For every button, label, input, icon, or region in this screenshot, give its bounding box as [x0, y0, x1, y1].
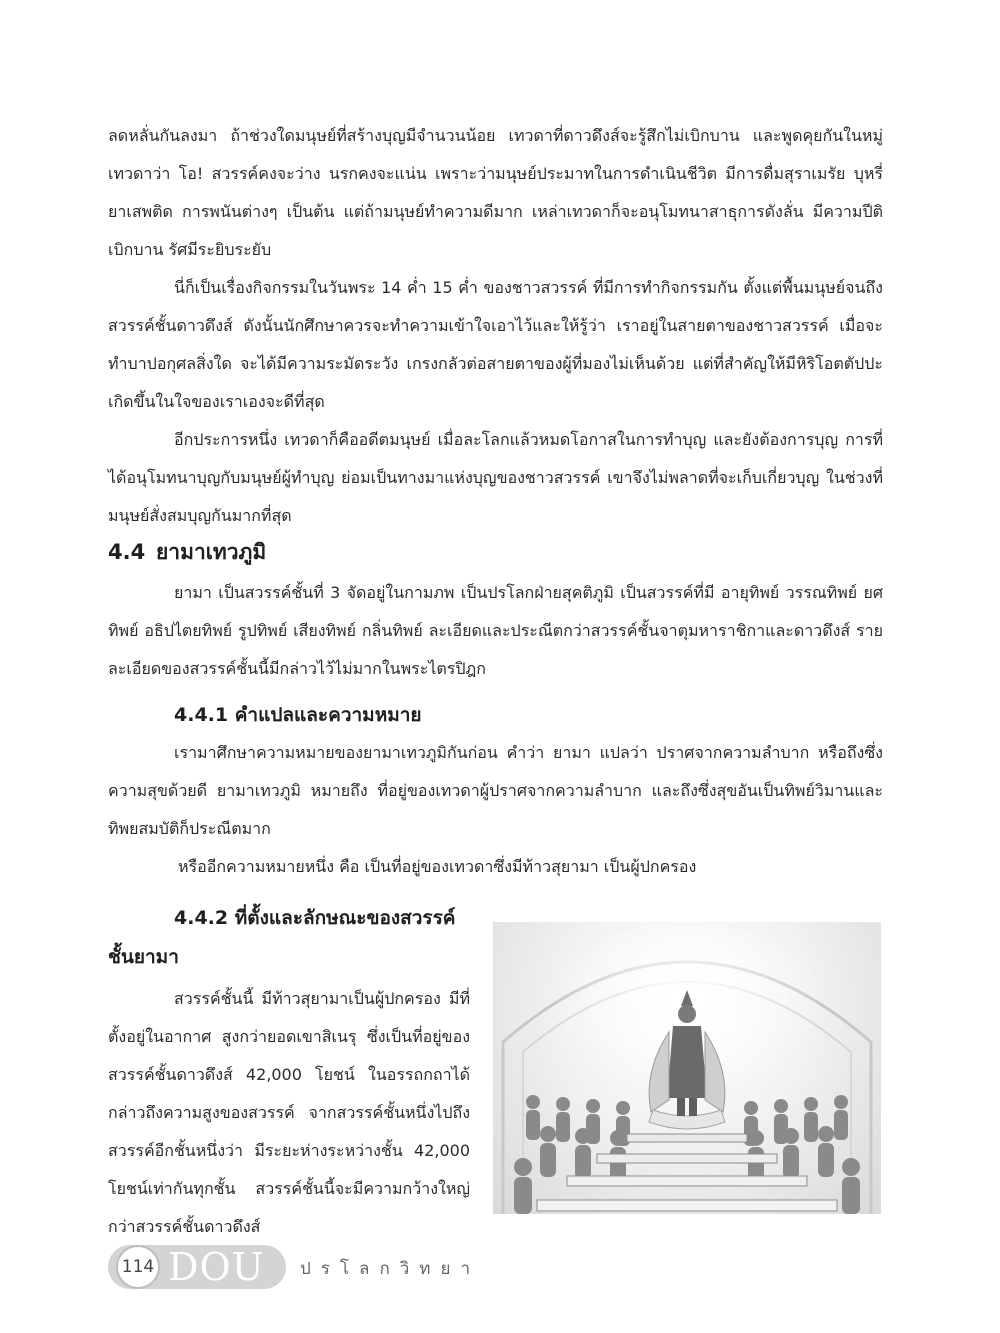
section-paragraph: ยามา เป็นสวรรค์ชั้นที่ 3 จัดอยู่ในกามภพ เป็นปรโลกฝ่ายสุคติภูมิ เป็นสวรรค์ที่มี อายุทิพย์ วรรณทิพย์ ยศทิพย์ อธิปไตยทิพย์ รูปทิพย์ เสียงทิพย์ กลิ่นทิพย์ ละเอียดและประณีตกว่าสวรรค์ชั้นจาตุมหาราชิกาและดาวดึงส์ รายละเอียดของสวรรค์ชั้นนี้มีกล่าวไว้ไม่มากในพระไตรปิฎก	[108, 583, 883, 678]
section-number: 4.4	[108, 540, 146, 564]
subsection-1-text-block	[108, 734, 883, 886]
subsection-2-text-block	[108, 980, 470, 1246]
paragraph-1: ลดหลั่นกันลงมา ถ้าช่วงใดมนุษย์ที่สร้างบุญมีจำนวนน้อย เทวดาที่ดาวดึงส์จะรู้สึกไม่เบิกบาน และพูดคุยกันในหมู่เทวดาว่า โอ! สวรรค์คงจะว่าง นรกคงจะแน่น เพราะว่ามนุษย์ประมาทในการดำเนินชีวิต มีการดื่มสุราเมรัย บุหรี่ ยาเสพติด การพนันต่างๆ เป็นต้น แต่ถ้ามนุษย์ทำความดีมาก เหล่าเทวดาก็จะอนุโมทนาสาธุการดังลั่น มีความปีติเบิกบาน รัศมีระยิบระยับ	[108, 126, 883, 259]
deity-palace-icon	[493, 922, 881, 1214]
dou-logo: DOU	[168, 1245, 265, 1289]
subsection-1-paragraph-1: เรามาศึกษาความหมายของยามาเทวภูมิกันก่อน คำว่า ยามา แปลว่า ปราศจากความลำบาก หรือถึงซึ่งความสุขด้วยดี ยามาเทวภูมิ หมายถึง ที่อยู่ของเทวดาผู้ปราศจากความลำบาก และถึงซึ่งสุขอันเป็นทิพย์วิมานและทิพยสมบัติก็ประณีตมาก	[108, 743, 883, 838]
page-number: 114	[116, 1245, 160, 1289]
subsection-2-paragraph: สวรรค์ชั้นนี้ มีท้าวสุยามาเป็นผู้ปกครอง มีที่ตั้งอยู่ในอากาศ สูงกว่ายอดเขาสิเนรุ ซึ่งเป็นที่อยู่ของสวรรค์ชั้นดาวดึงส์ 42,000 โยชน์ ในอรรถกถาได้กล่าวถึงความสูงของสวรรค์ จากสวรรค์ชั้นหนึ่งไปถึงสวรรค์อีกชั้นหนึ่งว่า มีระยะห่างระหว่างชั้น 42,000 โยชน์เท่ากันทุกชั้น สวรรค์ชั้นนี้จะมีความกว้างใหญ่กว่าสวรรค์ชั้นดาวดึงส์	[108, 989, 470, 1236]
course-title: ปรโลกวิทยา	[300, 1259, 481, 1279]
subsection-2-heading-line-1: 4.4.2 ที่ตั้งและลักษณะของสวรรค์	[174, 907, 456, 929]
subsection-1-heading: 4.4.1 คำแปลและความหมาย	[174, 704, 422, 726]
yama-heaven-illustration	[493, 922, 881, 1214]
paragraph-2: นี่ก็เป็นเรื่องกิจกรรมในวันพระ 14 ค่ำ 15 ค่ำ ของชาวสวรรค์ ที่มีการทำกิจกรรมกัน ตั้งแต่พื้นมนุษย์จนถึงสวรรค์ชั้นดาวดึงส์ ดังนั้นนักศึกษาควรจะทำความเข้าใจเอาไว้และให้รู้ว่า เราอยู่ในสายตาของชาวสวรรค์ เมื่อจะทำบาปอกุศลสิ่งใด จะได้มีความระมัดระวัง เกรงกลัวต่อสายตาของผู้ที่มองไม่เห็นด้วย แต่ที่สำคัญให้มีหิริโอตตัปปะเกิดขึ้นในใจของเราเองจะดีที่สุด	[108, 278, 883, 411]
section-text-block	[108, 574, 883, 688]
footer-badge	[108, 1245, 286, 1289]
section-title: ยามาเทวภูมิ	[156, 540, 267, 564]
intro-text-block	[108, 117, 883, 535]
section-heading	[108, 536, 266, 569]
paragraph-3: อีกประการหนึ่ง เทวดาก็คืออดีตมนุษย์ เมื่อละโลกแล้วหมดโอกาสในการทำบุญ และยังต้องการบุญ การที่ได้อนุโมทนาบุญกับมนุษย์ผู้ทำบุญ ย่อมเป็นทางมาแห่งบุญของชาวสวรรค์ เขาจึงไม่พลาดที่จะเก็บเกี่ยวบุญ ในช่วงที่มนุษย์สั่งสมบุญกันมากที่สุด	[108, 430, 883, 525]
subsection-2-heading-line-2: ชั้นยามา	[108, 946, 179, 968]
subsection-1-paragraph-2: หรืออีกความหมายหนึ่ง คือ เป็นที่อยู่ของเทวดาซึ่งมีท้าวสุยามา เป็นผู้ปกครอง	[178, 857, 697, 876]
